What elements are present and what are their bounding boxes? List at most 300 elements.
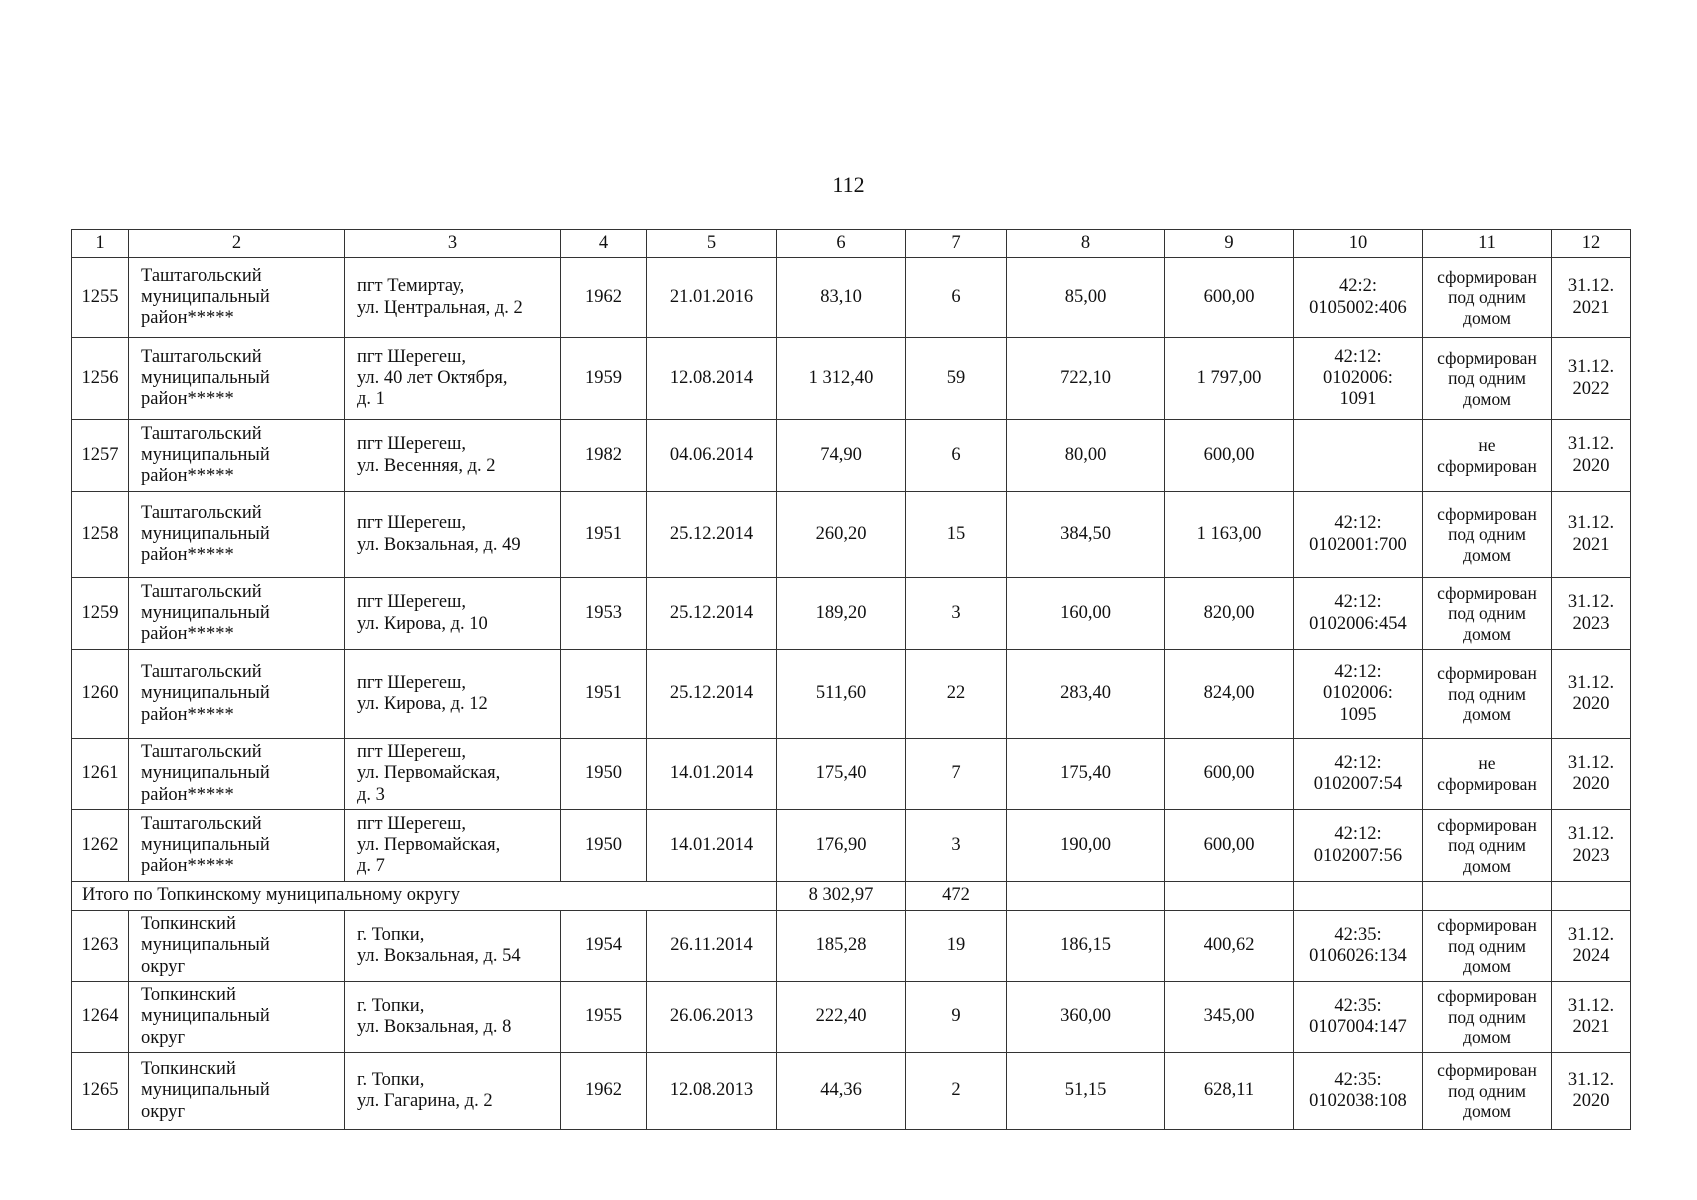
empty-cell — [1165, 882, 1294, 911]
district-cell — [129, 578, 345, 650]
deadline-cell-line: 2023 — [1572, 845, 1610, 866]
cadastral-cell — [1294, 982, 1423, 1053]
address-cell-line: ул. Первомайская, — [357, 763, 501, 784]
deadline-cell-line: 31.12. — [1567, 924, 1615, 945]
cadastral-cell — [1294, 578, 1423, 650]
address-cell-line: г. Топки, — [357, 995, 425, 1016]
area-cell: 176,90 — [777, 810, 906, 882]
date-cell: 21.01.2016 — [647, 258, 777, 338]
date-cell: 25.12.2014 — [647, 492, 777, 578]
status-cell — [1423, 982, 1552, 1053]
area3-cell: 820,00 — [1165, 578, 1294, 650]
area3-cell: 600,00 — [1165, 810, 1294, 882]
district-cell — [129, 739, 345, 810]
address-cell-line: пгт Шерегеш, — [357, 513, 466, 534]
table-row — [72, 810, 1631, 882]
cadastral-cell-line: 42:35: — [1334, 995, 1382, 1016]
cadastral-cell-line: 42:35: — [1334, 1069, 1382, 1090]
residents-cell: 2 — [906, 1053, 1007, 1130]
column-number: 8 — [1007, 230, 1165, 258]
area-cell: 260,20 — [777, 492, 906, 578]
deadline-cell — [1552, 810, 1631, 882]
address-cell-line: ул. 40 лет Октября, — [357, 367, 508, 388]
address-cell-line: пгт Шерегеш, — [357, 592, 466, 613]
area3-cell: 600,00 — [1165, 258, 1294, 338]
status-cell-line: под одним — [1448, 683, 1526, 704]
district-cell-line: Таштагольский — [141, 502, 262, 523]
date-cell: 12.08.2013 — [647, 1053, 777, 1130]
year-cell: 1959 — [561, 338, 647, 420]
deadline-cell — [1552, 911, 1631, 982]
address-cell-line: ул. Вокзальная, д. 8 — [357, 1017, 512, 1037]
row-number: 1264 — [72, 982, 129, 1053]
area2-cell: 283,40 — [1007, 650, 1165, 739]
status-cell-line: под одним — [1448, 1080, 1526, 1101]
cadastral-cell-line: 1095 — [1339, 704, 1377, 725]
district-cell-line: муниципальный — [141, 523, 270, 544]
total-area: 8 302,97 — [777, 882, 906, 911]
status-cell-line: сформирован — [1437, 814, 1537, 835]
address-cell — [345, 578, 561, 650]
status-cell-line: сформирован — [1437, 266, 1537, 287]
table-row — [72, 982, 1631, 1053]
status-cell — [1423, 420, 1552, 492]
deadline-cell-line: 31.12. — [1567, 513, 1615, 534]
area3-cell: 600,00 — [1165, 420, 1294, 492]
deadline-cell-line: 31.12. — [1567, 824, 1615, 845]
address-cell-line: д. 1 — [357, 389, 385, 410]
row-number: 1261 — [72, 739, 129, 810]
district-cell-line: район***** — [141, 389, 234, 410]
deadline-cell-line: 31.12. — [1567, 434, 1615, 455]
year-cell: 1951 — [561, 492, 647, 578]
residents-cell: 7 — [906, 739, 1007, 810]
cadastral-cell-line: 42:2: — [1338, 276, 1378, 297]
deadline-cell — [1552, 578, 1631, 650]
status-cell — [1423, 911, 1552, 982]
column-number: 1 — [72, 230, 129, 258]
address-cell-line: пгт Шерегеш, — [357, 346, 466, 367]
table-row — [72, 420, 1631, 492]
district-cell-line: Таштагольский — [141, 346, 262, 367]
address-cell-line: д. 3 — [357, 784, 385, 805]
column-number: 11 — [1423, 230, 1552, 258]
residents-cell: 6 — [906, 420, 1007, 492]
column-number: 7 — [906, 230, 1007, 258]
status-cell-line: домом — [1463, 956, 1511, 977]
area2-cell: 186,15 — [1007, 911, 1165, 982]
status-cell — [1423, 338, 1552, 420]
district-cell-line: район***** — [141, 784, 234, 805]
status-cell-line: домом — [1463, 704, 1511, 725]
deadline-cell-line: 2020 — [1572, 694, 1610, 714]
address-cell-line: ул. Вокзальная, д. 54 — [357, 946, 521, 966]
register-table — [71, 229, 1631, 1130]
district-cell-line: Таштагольский — [141, 742, 262, 763]
status-cell-line: под одним — [1448, 287, 1526, 308]
cadastral-cell-line: 1091 — [1339, 389, 1377, 410]
deadline-cell — [1552, 650, 1631, 739]
table-row — [72, 338, 1631, 420]
cadastral-cell-line: 0102006:454 — [1309, 613, 1407, 634]
district-cell-line: Таштагольский — [141, 423, 262, 444]
area-cell: 44,36 — [777, 1053, 906, 1130]
deadline-cell — [1552, 739, 1631, 810]
area2-cell: 160,00 — [1007, 578, 1165, 650]
deadline-cell-line: 2023 — [1572, 613, 1610, 634]
cadastral-cell-line: 42:12: — [1334, 513, 1382, 534]
address-cell-line: ул. Кирова, д. 10 — [357, 613, 488, 634]
column-number: 2 — [129, 230, 345, 258]
deadline-cell-line: 2020 — [1572, 774, 1610, 794]
district-cell — [129, 258, 345, 338]
status-cell-line: сформирован — [1437, 1060, 1537, 1081]
status-cell-line: домом — [1463, 1027, 1511, 1048]
deadline-cell-line: 2021 — [1572, 1017, 1610, 1037]
residents-cell: 6 — [906, 258, 1007, 338]
total-label: Итого по Топкинскому муниципальному округу — [72, 882, 777, 911]
address-cell — [345, 258, 561, 338]
row-number: 1255 — [72, 258, 129, 338]
address-cell-line: пгт Темиртау, — [357, 276, 465, 297]
status-cell-line: сформирован — [1437, 455, 1537, 476]
area2-cell: 175,40 — [1007, 739, 1165, 810]
status-cell-line: не — [1478, 434, 1496, 455]
status-cell-line: сформирован — [1437, 915, 1537, 936]
area-cell: 511,60 — [777, 650, 906, 739]
row-number: 1256 — [72, 338, 129, 420]
status-cell — [1423, 650, 1552, 739]
residents-cell: 9 — [906, 982, 1007, 1053]
empty-cell — [1423, 882, 1552, 911]
area2-cell: 190,00 — [1007, 810, 1165, 882]
year-cell: 1982 — [561, 420, 647, 492]
deadline-cell-line: 2021 — [1572, 534, 1610, 555]
status-cell — [1423, 492, 1552, 578]
row-number: 1258 — [72, 492, 129, 578]
deadline-cell-line: 31.12. — [1567, 357, 1615, 378]
residents-cell: 59 — [906, 338, 1007, 420]
residents-cell: 19 — [906, 911, 1007, 982]
cadastral-cell-line: 0102007:54 — [1313, 774, 1403, 794]
column-number: 4 — [561, 230, 647, 258]
status-cell-line: под одним — [1448, 935, 1526, 956]
column-number: 12 — [1552, 230, 1631, 258]
district-cell — [129, 982, 345, 1053]
cadastral-cell — [1294, 739, 1423, 810]
deadline-cell-line: 31.12. — [1567, 1069, 1615, 1090]
date-cell: 26.06.2013 — [647, 982, 777, 1053]
status-cell-line: не — [1478, 753, 1496, 774]
deadline-cell-line: 2022 — [1572, 378, 1610, 399]
district-cell-line: округ — [141, 956, 186, 977]
district-cell — [129, 911, 345, 982]
address-cell — [345, 338, 561, 420]
address-cell-line: ул. Гагарина, д. 2 — [357, 1091, 493, 1111]
area-cell: 222,40 — [777, 982, 906, 1053]
column-number: 6 — [777, 230, 906, 258]
status-cell-line: под одним — [1448, 368, 1526, 389]
table-row — [72, 258, 1631, 338]
area3-cell: 1 797,00 — [1165, 338, 1294, 420]
year-cell: 1953 — [561, 578, 647, 650]
year-cell: 1955 — [561, 982, 647, 1053]
district-cell-line: Таштагольский — [141, 581, 262, 602]
table-row — [72, 578, 1631, 650]
address-cell-line: пгт Шерегеш, — [357, 813, 466, 834]
area3-cell: 628,11 — [1165, 1053, 1294, 1130]
date-cell: 14.01.2014 — [647, 739, 777, 810]
deadline-cell — [1552, 338, 1631, 420]
empty-cell — [1007, 882, 1165, 911]
deadline-cell-line: 2020 — [1572, 1091, 1610, 1111]
table-row — [72, 492, 1631, 578]
district-cell-line: Топкинский — [141, 914, 236, 935]
district-cell — [129, 1053, 345, 1130]
cadastral-cell-line: 0102006: — [1323, 367, 1393, 388]
status-cell-line: домом — [1463, 1101, 1511, 1122]
status-cell-line: сформирован — [1437, 347, 1537, 368]
status-cell — [1423, 1053, 1552, 1130]
district-cell-line: округ — [141, 1027, 186, 1048]
address-cell — [345, 911, 561, 982]
district-cell — [129, 492, 345, 578]
address-cell-line: пгт Шерегеш, — [357, 742, 466, 763]
deadline-cell-line: 31.12. — [1567, 672, 1615, 693]
column-number: 10 — [1294, 230, 1423, 258]
status-cell-line: сформирован — [1437, 582, 1537, 603]
date-cell: 25.12.2014 — [647, 650, 777, 739]
date-cell: 04.06.2014 — [647, 420, 777, 492]
status-cell-line: под одним — [1448, 524, 1526, 545]
cadastral-cell-line: 42:12: — [1334, 346, 1382, 367]
status-cell — [1423, 739, 1552, 810]
table-body — [72, 230, 1631, 1130]
row-number: 1265 — [72, 1053, 129, 1130]
deadline-cell — [1552, 492, 1631, 578]
year-cell: 1950 — [561, 810, 647, 882]
residents-cell: 3 — [906, 810, 1007, 882]
address-cell-line: ул. Вокзальная, д. 49 — [357, 534, 521, 555]
district-cell-line: муниципальный — [141, 602, 270, 623]
address-cell — [345, 650, 561, 739]
cadastral-cell — [1294, 911, 1423, 982]
district-cell — [129, 338, 345, 420]
status-cell-line: сформирован — [1437, 774, 1537, 794]
district-cell-line: район***** — [141, 624, 234, 645]
district-cell-line: Топкинский — [141, 1059, 236, 1080]
deadline-cell — [1552, 982, 1631, 1053]
deadline-cell-line: 31.12. — [1567, 752, 1615, 773]
column-number-row — [72, 230, 1631, 258]
status-cell-line: домом — [1463, 307, 1511, 328]
cadastral-cell-line: 0107004:147 — [1309, 1017, 1407, 1037]
status-cell-line: под одним — [1448, 1006, 1526, 1027]
year-cell: 1951 — [561, 650, 647, 739]
status-cell-line: домом — [1463, 388, 1511, 409]
row-number: 1263 — [72, 911, 129, 982]
cadastral-cell — [1294, 258, 1423, 338]
status-cell — [1423, 810, 1552, 882]
area2-cell: 722,10 — [1007, 338, 1165, 420]
district-cell-line: Таштагольский — [141, 265, 262, 286]
date-cell: 14.01.2014 — [647, 810, 777, 882]
column-number: 9 — [1165, 230, 1294, 258]
cadastral-cell-line: 42:12: — [1334, 824, 1382, 845]
column-number: 3 — [345, 230, 561, 258]
row-number: 1259 — [72, 578, 129, 650]
area-cell: 1 312,40 — [777, 338, 906, 420]
status-cell-line: домом — [1463, 623, 1511, 644]
address-cell-line: д. 7 — [357, 856, 385, 877]
total-residents: 472 — [906, 882, 1007, 911]
area-cell: 189,20 — [777, 578, 906, 650]
cadastral-cell — [1294, 650, 1423, 739]
date-cell: 25.12.2014 — [647, 578, 777, 650]
area3-cell: 345,00 — [1165, 982, 1294, 1053]
status-cell-line: домом — [1463, 544, 1511, 565]
address-cell — [345, 492, 561, 578]
district-cell-line: район***** — [141, 466, 234, 487]
area-cell: 175,40 — [777, 739, 906, 810]
district-cell — [129, 650, 345, 739]
cadastral-cell — [1294, 492, 1423, 578]
empty-cell — [1552, 882, 1631, 911]
area3-cell: 600,00 — [1165, 739, 1294, 810]
deadline-cell-line: 2020 — [1572, 455, 1610, 476]
cadastral-cell — [1294, 420, 1423, 492]
status-cell-line: сформирован — [1437, 663, 1537, 684]
deadline-cell — [1552, 1053, 1631, 1130]
district-cell-line: Таштагольский — [141, 662, 262, 683]
district-cell-line: муниципальный — [141, 286, 270, 307]
deadline-cell-line: 31.12. — [1567, 995, 1615, 1016]
status-cell-line: домом — [1463, 855, 1511, 876]
cadastral-cell-line: 42:12: — [1334, 662, 1382, 683]
status-cell — [1423, 578, 1552, 650]
cadastral-cell-line: 42:12: — [1334, 752, 1382, 773]
address-cell — [345, 982, 561, 1053]
area3-cell: 1 163,00 — [1165, 492, 1294, 578]
district-cell-line: муниципальный — [141, 763, 270, 784]
deadline-cell — [1552, 420, 1631, 492]
cadastral-cell — [1294, 338, 1423, 420]
area3-cell: 400,62 — [1165, 911, 1294, 982]
district-cell-line: район***** — [141, 856, 234, 877]
area2-cell: 80,00 — [1007, 420, 1165, 492]
district-cell-line: муниципальный — [141, 683, 270, 704]
address-cell-line: ул. Весенняя, д. 2 — [357, 455, 496, 476]
table-row — [72, 911, 1631, 982]
deadline-cell-line: 31.12. — [1567, 592, 1615, 613]
address-cell-line: пгт Шерегеш, — [357, 672, 466, 693]
page-number: 112 — [832, 172, 865, 197]
district-cell-line: муниципальный — [141, 834, 270, 855]
cadastral-cell-line: 0102001:700 — [1309, 534, 1407, 555]
district-cell-line: муниципальный — [141, 367, 270, 388]
district-cell-line: Таштагольский — [141, 813, 262, 834]
district-cell-line: район***** — [141, 704, 234, 725]
area-cell: 83,10 — [777, 258, 906, 338]
address-cell — [345, 420, 561, 492]
empty-cell — [1294, 882, 1423, 911]
area2-cell: 384,50 — [1007, 492, 1165, 578]
address-cell — [345, 810, 561, 882]
address-cell-line: ул. Первомайская, — [357, 834, 501, 855]
status-cell-line: под одним — [1448, 835, 1526, 856]
year-cell: 1962 — [561, 258, 647, 338]
date-cell: 26.11.2014 — [647, 911, 777, 982]
cadastral-cell — [1294, 810, 1423, 882]
status-cell-line: сформирован — [1437, 503, 1537, 524]
area-cell: 185,28 — [777, 911, 906, 982]
cadastral-cell-line: 0106026:134 — [1309, 946, 1407, 966]
address-cell-line: г. Топки, — [357, 924, 425, 945]
district-cell-line: Топкинский — [141, 985, 236, 1006]
table-row — [72, 739, 1631, 810]
deadline-cell-line: 2024 — [1572, 946, 1610, 966]
cadastral-cell-line: 0105002:406 — [1309, 297, 1407, 318]
area2-cell: 51,15 — [1007, 1053, 1165, 1130]
address-cell-line: ул. Центральная, д. 2 — [357, 297, 523, 318]
row-number: 1262 — [72, 810, 129, 882]
row-number: 1260 — [72, 650, 129, 739]
cadastral-cell-line: 0102038:108 — [1309, 1091, 1407, 1111]
status-cell-line: сформирован — [1437, 986, 1537, 1007]
cadastral-cell-line: 0102006: — [1323, 683, 1393, 704]
district-cell — [129, 810, 345, 882]
deadline-cell-line: 2021 — [1572, 297, 1610, 318]
residents-cell: 3 — [906, 578, 1007, 650]
address-cell-line: г. Топки, — [357, 1069, 425, 1090]
district-cell-line: район***** — [141, 545, 234, 566]
year-cell: 1962 — [561, 1053, 647, 1130]
column-number: 5 — [647, 230, 777, 258]
date-cell: 12.08.2014 — [647, 338, 777, 420]
district-cell-line: район***** — [141, 308, 234, 329]
area3-cell: 824,00 — [1165, 650, 1294, 739]
area-cell: 74,90 — [777, 420, 906, 492]
year-cell: 1950 — [561, 739, 647, 810]
table-row — [72, 650, 1631, 739]
district-cell-line: муниципальный — [141, 1006, 270, 1027]
district-cell-line: муниципальный — [141, 935, 270, 956]
address-cell-line: ул. Кирова, д. 12 — [357, 694, 488, 714]
residents-cell: 22 — [906, 650, 1007, 739]
area2-cell: 85,00 — [1007, 258, 1165, 338]
cadastral-cell-line: 42:12: — [1334, 592, 1382, 613]
cadastral-cell-line: 42:35: — [1334, 924, 1382, 945]
deadline-cell-line: 31.12. — [1567, 276, 1615, 297]
area2-cell: 360,00 — [1007, 982, 1165, 1053]
address-cell — [345, 739, 561, 810]
status-cell — [1423, 258, 1552, 338]
residents-cell: 15 — [906, 492, 1007, 578]
total-row — [72, 882, 1631, 911]
table-row — [72, 1053, 1631, 1130]
deadline-cell — [1552, 258, 1631, 338]
address-cell-line: пгт Шерегеш, — [357, 434, 466, 455]
district-cell-line: муниципальный — [141, 1080, 270, 1101]
district-cell-line: округ — [141, 1101, 186, 1122]
cadastral-cell — [1294, 1053, 1423, 1130]
district-cell-line: муниципальный — [141, 444, 270, 465]
status-cell-line: под одним — [1448, 603, 1526, 624]
district-cell — [129, 420, 345, 492]
cadastral-cell-line: 0102007:56 — [1313, 845, 1403, 866]
row-number: 1257 — [72, 420, 129, 492]
year-cell: 1954 — [561, 911, 647, 982]
